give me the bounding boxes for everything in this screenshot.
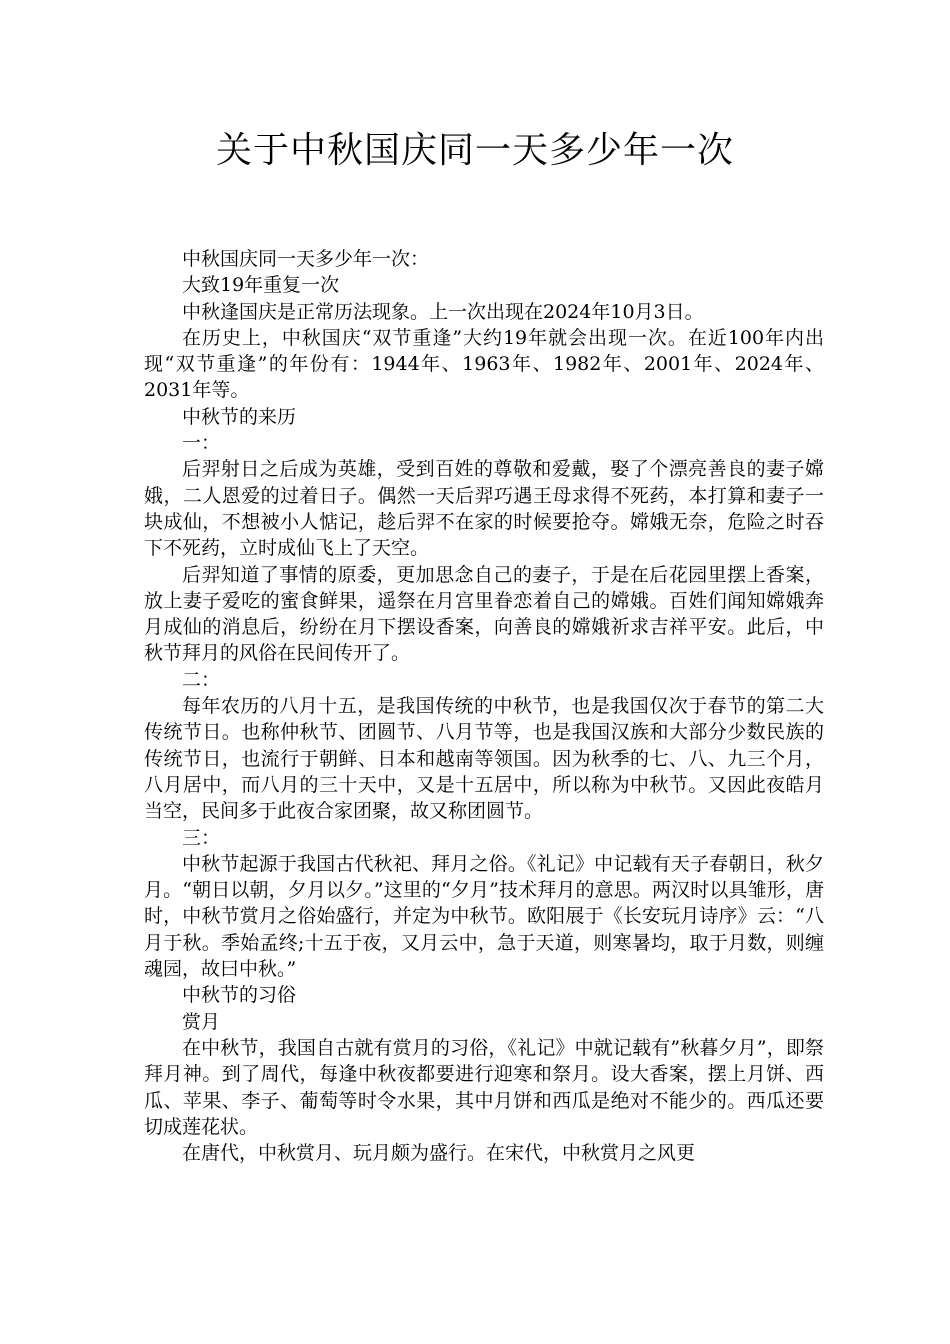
document-title: 关于中秋国庆同一天多少年一次: [215, 130, 734, 171]
subsection-marker: 三：: [182, 826, 221, 849]
paragraph: 中秋国庆同一天多少年一次：: [182, 248, 430, 270]
paragraph: 在中秋节，我国自古就有赏月的习俗，《礼记》中就记载有”秋暮夕月”，即祭拜月神。到了周代，每逢中秋夜都要进行迎寒和祭月。设大香案，摆上月饼、西瓜、苹果、李子、葡萄等时令水果，其中月饼和西瓜是绝对不能少的。西瓜还要切成莲花状。: [144, 1036, 824, 1138]
paragraph: 在唐代，中秋赏月、玩月颇为盛行。在宋代，中秋赏月之风更: [182, 1142, 696, 1165]
section-heading: 中秋节的习俗: [182, 984, 297, 1007]
document-body: [144, 246, 824, 1166]
subsection-marker: 二：: [182, 668, 221, 691]
paragraph: 后羿射日之后成为英雄，受到百姓的尊敬和爱戴，娶了个漂亮善良的妻子嫦娥，二人恩爱的过着日子。偶然一天后羿巧遇王母求得不死药，本打算和妻子一块成仙，不想被小人惦记，趁后羿不在家的时候要抢夺。嫦娥无奈，危险之时吞下不死药，立时成仙飞上了天空。: [144, 458, 824, 560]
paragraph: 中秋节起源于我国古代秋祀、拜月之俗。《礼记》中记载有天子春朝日，秋夕月。“朝日以朝，夕月以夕。”这里的“夕月”技术拜月的意思。两汉时以具雏形，唐时，中秋节赏月之俗始盛行，并定为中秋节。欧阳展于《长安玩月诗序》云：“八月于秋。季始孟终;十五于夜，又月云中，急于天道，则寒暑均，取于月数，则缠魂园，故曰中秋。”: [144, 852, 824, 981]
paragraph: 后羿知道了事情的原委，更加思念自己的妻子，于是在后花园里摆上香案，放上妻子爱吃的蜜食鲜果，遥祭在月宫里眷恋着自己的嫦娥。百姓们闻知嫦娥奔月成仙的消息后，纷纷在月下摆设香案，向善良的嫦娥祈求吉祥平安。此后，中秋节拜月的风俗在民间传开了。: [144, 563, 824, 665]
paragraph: 中秋逢国庆是正常历法现象。上一次出现在2024年10月3日。: [182, 300, 704, 323]
paragraph: 每年农历的八月十五，是我国传统的中秋节，也是我国仅次于春节的第二大传统节日。也称仲秋节、团圆节、八月节等，也是我国汉族和大部分少数民族的传统节日，也流行于朝鲜、日本和越南等领国。因为秋季的七、八、九三个月，八月居中，而八月的三十天中，又是十五居中，所以称为中秋节。又因此夜皓月当空，民间多于此夜合家团聚，故又称团圆节。: [144, 695, 824, 823]
paragraph: 在历史上，中秋国庆“双节重逢”大约19年就会出现一次。在近100年内出现“双节重逢”的年份有：1944年、1963年、1982年、2001年、2024年、2031年等。: [144, 326, 824, 402]
subsection-heading: 赏月: [182, 1010, 221, 1033]
subsection-marker: 一：: [182, 432, 221, 455]
section-heading: 中秋节的来历: [182, 405, 297, 428]
paragraph: 大致19年重复一次: [182, 274, 340, 297]
